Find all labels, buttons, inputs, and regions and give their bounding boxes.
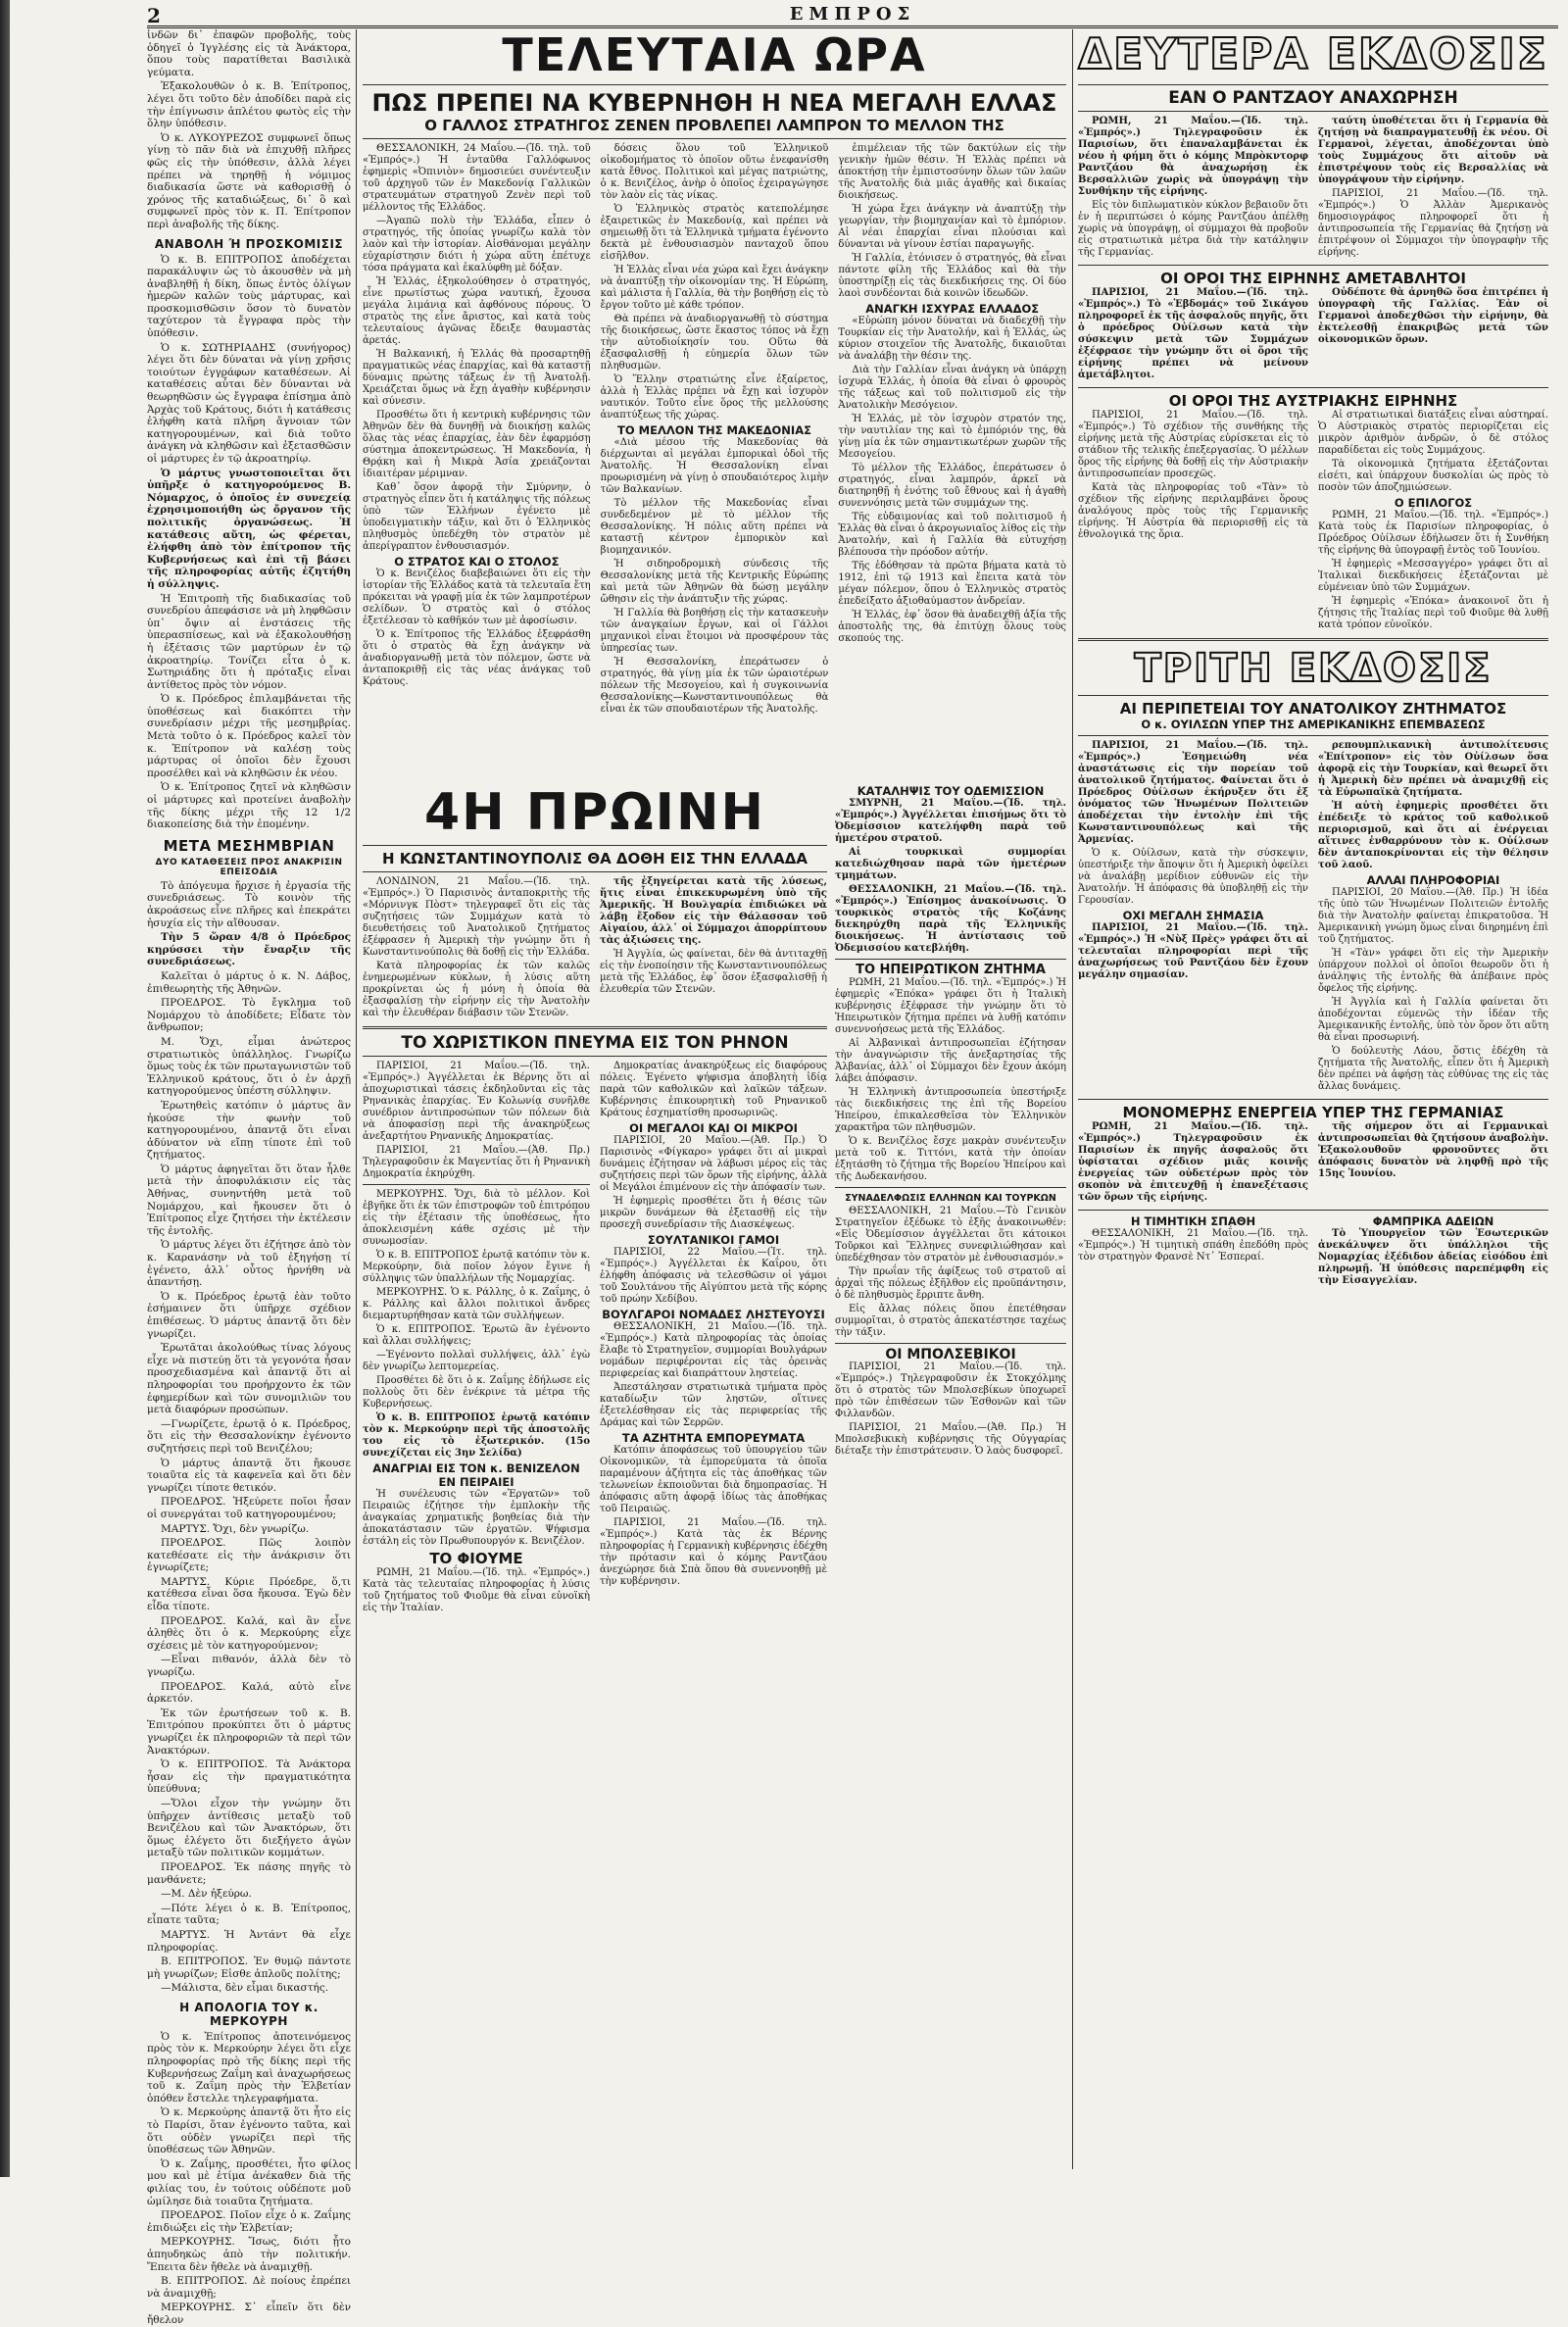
paragraph: —Μάλιστα, δὲν εἶμαι δικαστής. (161, 1982, 329, 1995)
paragraph: Ἡ αὐτὴ ἐφημερὶς προσθέτει ὅτι ἐπέδειξε τὸ κράτος τοῦ καθολικοῦ περιορισμοῦ, καὶ ὅτι αἱ ἐνέργειαι αἵτινες ἐνθαρρύνουν τὸν κ. Οὐίλσων δὲν ἀνταποκρίνονται εἰς τὴν θέλησιν τοῦ λαοῦ. (1318, 801, 1548, 870)
story-headline: Η ΚΩΝΣΤΑΝΤΙΝΟΥΠΟΛΙΣ ΘΑ ΔΟΘΗ ΕΙΣ ΤΗΝ ΕΛΛΑΔΑ (382, 850, 808, 867)
section-heading: ΣΥΝΑΔΕΛΦΩΣΙΣ ΕΛΛΗΝΩΝ ΚΑΙ ΤΟΥΡΚΩΝ (845, 1193, 1056, 1204)
paragraph: Προσθέτω ὅτι ἡ κεντρικὴ κυβέρνησις τῶν Ἀθηνῶν δὲν θὰ δυνηθῇ νὰ διοικήσῃ καλῶς ὅλας τὰς νέας ἐπαρχίας, ἐὰν δὲν ἐφαρμόσῃ σύστημα ἀποκεντρώσεως. Ἡ Μακεδονία, ἡ Θρᾴκη καὶ ἡ Μικρὰ Ἀσία χρειάζονται ἰδιαιτέραν μέριμναν. (363, 410, 591, 479)
section-heading: ΤΟ ΜΕΛΛΟΝ ΤΗΣ ΜΑΚΕΔΟΝΙΑΣ (617, 423, 811, 437)
paragraph: Ἡ ἐφημερὶς προσθέτει ὅτι ἡ θέσις τῶν μικρῶν δυνάμεων θὰ ἐξετασθῇ εἰς τὴν προσεχῆ συνεδρίασιν τῆς Διασκέψεως. (600, 1196, 827, 1230)
paragraph: ΜΑΡΤΥΣ. Ἡ Ἀντάντ θὰ εἶχε πληροφορίας. (147, 1928, 351, 1954)
section-heading: ΑΝΑΒΟΛΗ Ή ΠΡΟΣΚΟΜΙΣΙΣ (154, 236, 344, 251)
paragraph: ΠΑΡΙΣΙΟΙ, 21 Μαΐου.—(Ἰδ. τηλ. «Ἐμπρός».) Ἡ «Νὺξ Πρὲς» γράφει ὅτι αἱ τελευταῖαι πληροφορίαι περὶ τῆς ἀναχωρήσεως τοῦ Ραντζάου δὲν ἔχουν μεγάλην σημασίαν. (1078, 922, 1308, 980)
paragraph: Ὁ Ἑλληνικὸς στρατὸς κατεπολέμησε ἐξαιρετικῶς ἐν Μακεδονίᾳ, καὶ πρέπει νὰ σημειωθῇ ὅτι τὰ Ἑλληνικὰ τμήματα ἐγένοντο δεκτὰ μὲ ἐνθουσιασμὸν πανταχοῦ ὅπου εἰσῆλθον. (600, 204, 829, 262)
paragraph: —Ἐγένοντο πολλαὶ συλλήψεις, ἀλλ᾿ ἐγὼ δὲν γνωρίζω λεπτομερείας. (363, 1350, 590, 1372)
paragraph: ΠΑΡΙΣΙΟΙ, 21 Μαΐου.—(Ἰδ. τηλ. «Ἐμπρός».) Τὸ «Ἑβδομάς» τοῦ Σικάγου πληροφορεῖ ἐκ τῆς ἀσφαλοῦς πηγῆς, ὅτι ὁ πρόεδρος Οὐίλσων κατὰ τὴν σύσκεψιν μετὰ τῶν Συμμάχων ἐξέφρασε τὴν γνώμην ὅτι οἱ ὅροι τῆς εἰρήνης πρέπει νὰ μείνουν ἀμετάβλητοι. (1078, 287, 1308, 380)
paragraph: ἰνδῶν δι᾿ ἐπαφῶν προβολῆς, τοὺς ὁδηγεῖ ὁ Ἰγγλέσης εἰς τὰ Ἀνάκτορα, ὅπου τοὺς παρατίθεται Βασιλικὰ γεύματα. (147, 29, 351, 78)
paragraph: ΠΡΟΕΔΡΟΣ. Καλά, αὐτὸ εἶνε ἀρκετόν. (147, 1680, 351, 1706)
column-rule (356, 29, 357, 2169)
paragraph: ΠΑΡΙΣΙΟΙ, 21 Μαΐου.—(Ἀθ. Πρ.) Τηλεγραφοῦσιν ἐκ Μαγεντίας ὅτι ἡ Ρηνανικὴ Δημοκρατία ἐκηρύχθη. (363, 1145, 590, 1179)
section-heading: ΑΛΛΑΙ ΠΛΗΡΟΦΟΡΙΑΙ (1366, 873, 1500, 887)
paragraph: Ἡ Ἑλληνικὴ ἀντιπροσωπεία ὑπεστήριξε τὰς διεκδικήσεις της ἐπὶ τῆς Βορείου Ἠπείρου, ἐπικαλεσθεῖσα τὸν Ἑλληνικὸν χαρακτῆρα τῶν πληθυσμῶν. (835, 1087, 1066, 1133)
paragraph: ΠΑΡΙΣΙΟΙ, 21 Μαΐου.—(Ἰδ. τηλ. «Ἐμπρός».) Κατὰ τὰς ἐκ Βέρνης πληροφορίας ἡ Γερμανικὴ κυβέρνησις ἐδέχθη τὴν πρότασιν καὶ ὁ κόμης Ραντζάου ἀνεχώρησε διὰ Σπὰ ὅπου θὰ συνεννοηθῇ μὲ τὴν κυβέρνησιν. (600, 1517, 827, 1587)
section-heading: ΤΟ ΗΠΕΙΡΩΤΙΚΟΝ ΖΗΤΗΜΑ (856, 963, 1046, 977)
paragraph: Ἡ Ἑλλὰς εἶναι νέα χώρα καὶ ἔχει ἀνάγκην νὰ ἀναπτύξῃ τὴν οἰκονομίαν της. Ἡ Εὐρώπη, καὶ μάλιστα ἡ Γαλλία, θὰ τὴν βοηθήσῃ εἰς τὸ ἔργον τοῦτο μὲ κάθε τρόπον. (600, 265, 829, 311)
paragraph: Ἡ συνέλευσις τῶν «Ἐργατῶν» τοῦ Πειραιῶς ἐζήτησε τὴν ἐμπλοκὴν τῆς ἀναγκαίας χρηματικῆς βοηθείας διὰ τὴν ἀποκατάστασιν τῶν ἐργατῶν. Ψήφισμα ἐστάλη εἰς τὸν Πρωθυπουργόν κ. Βενιζέλον. (363, 1489, 590, 1547)
paragraph: Ὁ κ. ΣΩΤΗΡΙΑΔΗΣ (συνήγορος) λέγει ὅτι δὲν δύναται νὰ γίνῃ χρῆσις τοιούτων ἐγγράφων καταθέσεων. Αἱ καταθέσεις αὗται δὲν δύνανται νὰ θεωρηθῶσιν ὡς ἔγγραφα ἐπίσημα ἀπὸ Ἀρχὰς τοῦ Κράτους, διότι ἡ κατάθεσις ἐλήφθη κατὰ πλῆρη ἄγνοιαν τῶν κατηγορουμένων, καὶ διὰ τοῦτο ἀνάγκη νὰ κληθῶσιν καὶ ἐξετασθῶσιν οἱ μάρτυρες ἐν τῷ ἀκροατηρίῳ. (147, 341, 351, 465)
center-lower (363, 784, 827, 2169)
paragraph: ΠΡΟΕΔΡΟΣ. Ἐκ πάσης πηγῆς τὸ μανθάνετε; (147, 1860, 351, 1886)
paragraph: Ὁ κ. Βενιζέλος διαβεβαιώνει ὅτι εἰς τὴν ἱστορίαν τῆς Ἑλλάδος κατὰ τὰ τελευταῖα ἔτη πρόκειται νὰ γραφῇ μία ἐκ τῶν λαμπροτέρων σελίδων. Ὁ στρατὸς καὶ ὁ στόλος ἐξετέλεσαν τὸ καθῆκόν των μὲ ἀφοσίωσιν. (363, 569, 591, 626)
paragraph: ΡΩΜΗ, 21 Μαΐου.—(Ἰδ. τηλ. «Ἐμπρός».) Κατὰ τοὺς ἐκ Παρισίων πληροφορίας, ὁ Πρόεδρος Οὐίλσων ἐδήλωσεν ὅτι ἡ Συνθήκη τῆς εἰρήνης θὰ ὑπογραφῇ ἐντὸς τοῦ Ἰουνίου. (1318, 510, 1548, 556)
paragraph: Ἐρωτηθεὶς κατόπιν ὁ μάρτυς ἂν ἠκούσε τὴν φωνὴν τοῦ κατηγορουμένου, ἀπαντᾷ ὅτι εἶναι ἀδύνατον νὰ εἴπῃ τίποτε ἐπὶ τοῦ ζητήματος. (147, 1099, 351, 1162)
section-heading: ΤΟ ΦΙΟΥΜΕ (429, 1550, 523, 1567)
paragraph: Ὁ κ. Μερκούρης ἀπαντᾷ ὅτι ἦτο εἰς τὸ Παρίσι, ὅταν ἐγένοντο ταῦτα, καὶ ὅτι οὐδὲν γνωρίζει περὶ τῆς ὑποθέσεως τῶν Ἀθηνῶν. (147, 2106, 351, 2156)
banner-headline: ΤΡΙΤΗ ΕΚΔΟΣΙΣ (1134, 646, 1493, 691)
paragraph: Ἡ Ἀγγλία καὶ ἡ Γαλλία φαίνεται ὅτι ἀποδέχονται εὐμενῶς τὴν ἰδέαν τῆς Ἀμερικανικῆς ἐντολῆς, ὑπὸ τὸν ὅρον ὅτι αὕτη θὰ εἶναι προσωρινή. (1318, 997, 1548, 1043)
paragraph: ΡΩΜΗ, 21 Μαΐου.—(Ἰδ. τηλ. «Ἐμπρός».) Κατὰ τὰς τελευταίας πληροφορίας ἡ λύσις τοῦ ζητήματος τοῦ Φιοῦμε θὰ εἶναι εὐνοϊκὴ εἰς τὴν Ἰταλίαν. (363, 1567, 590, 1613)
paragraph: Αἱ στρατιωτικαὶ διατάξεις εἶναι αὐστηραί. Ὁ Αὐστριακὸς στρατὸς περιορίζεται εἰς μικρὸν ἀριθμὸν ἀνδρῶν, ὁ δὲ στόλος παραδίδεται εἰς τοὺς Συμμάχους. (1318, 410, 1548, 456)
section-heading: ΑΝΑΓΡΙΑΙ ΕΙΣ ΤΟΝ κ. ΒΕΝΙΖΕΛΟΝ ΕΝ ΠΕΙΡΑΙΕΙ (372, 1461, 580, 1489)
paragraph: Τὴν πρωΐαν τῆς ἀφίξεως τοῦ στρατοῦ αἱ ἀρχαὶ τῆς πόλεως ἐξῆλθον εἰς προϋπάντησιν, ὁ δὲ πληθυσμὸς ἔρριπτε ἄνθη. (835, 1266, 1066, 1301)
story-headline: ΕΑΝ Ο ΡΑΝΤΖΑΟΥ ΑΝΑΧΩΡΗΣΗ (1168, 88, 1458, 108)
paragraph: Ἐρωτᾶται ἀκολούθως τίνας λόγους εἶχε νὰ πιστεύῃ ὅτι τὰ γεγονότα ἦσαν προσχεδιασμένα καὶ ἀπαντᾷ ὅτι αἱ πληροφορίαι του προήρχοντο ἐκ τῶν ἐφημερίδων καὶ τῶν συνομιλιῶν του μετὰ διαφόρων προσώπων. (147, 1342, 351, 1416)
paragraph: ΜΑΡΤΥΣ. Ὄχι, δὲν γνωρίζω. (161, 1522, 310, 1535)
column-editions (1078, 29, 1548, 2169)
paragraph: Τὸ μέλλον τῆς Ἑλλάδος, ἐπεράτωσεν ὁ στρατηγός, εἶναι λαμπρόν, ἀρκεῖ νὰ διατηρηθῇ ἡ ἑνότης τοῦ ἔθνους καὶ ἡ ἀγαθὴ συνεννόησις μετὰ τῶν συμμάχων της. (838, 463, 1067, 509)
section-heading: Η ΤΙΜΗΤΙΚΗ ΣΠΑΘΗ (1130, 1214, 1256, 1228)
paragraph: ΠΡΟΕΔΡΟΣ. Τὸ ἔγκλημα τοῦ Νομάρχου τὸ ἀποδίδετε; Εἶδατε τὸν ἄνθρωπον; (147, 997, 351, 1034)
column-court-report (147, 29, 351, 2326)
banner-headline: 4Η ΠΡΩΙΝΗ (423, 783, 766, 842)
paragraph: —Ὅλοι εἶχον τὴν γνώμην ὅτι ὑπῆρχεν ἀντίθεσις μεταξὺ τοῦ Βενιζέλου καὶ τῶν Ἀνακτόρων, ὅτι ὅμως ἐλέγετο ὅτι διεξήγετο ἀγὼν μεταξὺ τῶν πολιτικῶν κομμάτων. (147, 1797, 351, 1859)
paragraph: ΠΡΟΕΔΡΟΣ. Ποῖον εἶχε ὁ κ. Ζαΐμης ἐπιδιώξει εἰς τὴν Ἑλβετίαν; (147, 2209, 351, 2234)
paragraph: Ἡ Ἑλλάς, ἐξηκολούθησεν ὁ στρατηγός, εἶνε πρωτίστως χώρα ναυτική, ἔχουσα μεγάλα λιμάνια καὶ ἀφθόνους πόρους. Ὁ στρατὸς της εἶνε ἄριστος, καὶ κατὰ τοὺς τελευταίους ἀγῶνας ἔδειξε θαυμαστὰς ἀρετάς. (363, 276, 591, 346)
paragraph: Αἱ Ἀλβανικαὶ ἀντιπροσωπεῖαι ἐζήτησαν τὴν ἀναγνώρισιν τῆς ἀνεξαρτησίας τῆς Ἀλβανίας, ἀλλ᾿ οἱ Σύμμαχοι δὲν ἔχουν ἀκόμη λάβει ἀπόφασιν. (835, 1038, 1066, 1084)
story-headline: ΟΙ ΟΡΟΙ ΤΗΣ ΑΥΣΤΡΙΑΚΗΣ ΕΙΡΗΝΗΣ (1168, 392, 1458, 410)
paragraph: Ὁ κ. Οὐίλσων, κατὰ τὴν σύσκεψιν, ὑπεστήριξε τὴν ἄποψιν ὅτι ἡ Ἀμερικὴ ὀφείλει νὰ ἀναλάβῃ μερίδιον εὐθυνῶν εἰς τὴν Ἀνατολήν. Ἡ ἀπόφασις θὰ ὑποβληθῇ εἰς τὴν Γερουσίαν. (1078, 848, 1308, 906)
paragraph: —Εἶναι πιθανόν, ἀλλὰ δὲν τὸ γνωρίζω. (147, 1654, 351, 1679)
banner-headline: ΔΕΥΤΕΡΑ ΕΚΔΟΣΙΣ (1078, 29, 1548, 79)
paragraph: Ὁ κ. Ἐπίτροπος τῆς Ἑλλάδος ἐξεφράσθη ὅτι ὁ στρατὸς θὰ ἔχῃ ἀνάγκην νὰ ἀναδιοργανωθῇ μετὰ τὸν πόλεμον, ὥστε νὰ ἀνταποκριθῇ εἰς τὰς νέας ἀνάγκας τοῦ Κράτους. (363, 629, 591, 687)
paragraph: ΡΩΜΗ, 21 Μαΐου.—(Ἰδ. τηλ. «Ἐμπρός».) Τηλεγραφοῦσιν ἐκ Παρισίων, ὅτι ἐπαναλαμβάνεται ἐκ νέου ἡ φήμη ὅτι ὁ κόμης Μπρὸκντορφ Ραντζάου θὰ ἀναχωρήσῃ ἐκ Βερσαλλιῶν χωρὶς νὰ ὑπογράψῃ τὴν Συνθήκην τῆς εἰρήνης. (1078, 116, 1308, 197)
lead-column-3 (838, 143, 1066, 718)
section-subheading: ΔΥΟ ΚΑΤΑΘΕΣΕΙΣ ΠΡΟΣ ΑΝΑΚΡΙΣΙΝ ΕΠΕΙΣΟΔΙΑ (155, 857, 343, 877)
paragraph: Ἡ «Τὰν» γράφει ὅτι εἰς τὴν Ἀμερικὴν ὑπάρχουν πολλοὶ οἱ ὁποῖοι θεωροῦν ὅτι ἡ ἀνάληψις τῆς ἐντολῆς θὰ ἀπέβαινε πρὸς ὄφελος τῆς εἰρήνης. (1318, 948, 1548, 994)
paragraph: Ὁ κ. ΛΥΚΟΥΡΕΖΟΣ συμφωνεῖ ὅπως γίνῃ τὸ πᾶν διὰ νὰ ἐπιχυθῇ πλῆρες φῶς εἰς τὴν ὑπόθεσιν, ἀλλὰ λέγει πρέπει νὰ τηρηθῇ ἡ νόμιμος διαδικασία ὥστε νὰ καθορισθῇ ὁ χρόνος τῆς καταδιώξεως, δι᾿ ὃ καὶ συμφωνεῖ πρὸς τὸν κ. Π. Ἐπίτροπον περὶ ἀναβολῆς τῆς δίκης. (147, 131, 351, 230)
paragraph: ΜΑΡΤΥΣ. Κύριε Πρόεδρε, ὅ,τι κατέθεσα εἶναι ὅσα ἤκουσα. Ἐγὼ δὲν εἶδα τίποτε. (147, 1575, 351, 1613)
paragraph: Κατόπιν ἀποφάσεως τοῦ ὑπουργείου τῶν Οἰκονομικῶν, τὰ ἐμπορεύματα τὰ ὁποῖα παραμένουν ἀζήτητα εἰς τὰς ἀποθήκας τῶν τελωνείων ἐκποιοῦνται διὰ δημοπρασίας. Ἡ ἀπόφασις αὕτη ἀφορᾷ ἰδίως τὰς ἀποθήκας τοῦ Πειραιῶς. (600, 1445, 827, 1514)
section-heading: ΦΑΜΠΡΙΚΑ ΑΔΕΙΩΝ (1372, 1214, 1494, 1228)
paragraph: Ἡ Γαλλία, ἐτόνισεν ὁ στρατηγός, θὰ εἶναι πάντοτε φίλη τῆς Ἑλλάδος καὶ θὰ τὴν ὑποστηρίξῃ εἰς τὰς διεκδικήσεις της. Οἱ δύο λαοὶ συνδέονται διὰ κοινῶν ἰδεωδῶν. (838, 253, 1067, 299)
paragraph: ΠΑΡΙΣΙΟΙ, 21 Μαΐου.—(Ἰδ. τηλ. «Ἐμπρός».) Ὁ Ἀλλὰν Ἀμερικανὸς δημοσιογράφος πληροφορεῖ ὅτι ἡ ἀντιπροσωπεία τῆς Γερμανίας θὰ ζητήσῃ νὰ ἐπιτρέψουν οἱ Σύμμαχοι τὴν ὑπογραφὴν τῆς εἰρήνης. (1318, 188, 1548, 258)
lead-subheadline: Ο ΓΑΛΛΟΣ ΣΤΡΑΤΗΓΟΣ ΖΕΝΕΝ ΠΡΟΒΛΕΠΕΙ ΛΑΜΠΡΟΝ ΤΟ ΜΕΛΛΟΝ ΤΗΣ (424, 117, 1004, 134)
paper-name: ΕΜΠΡΟΣ (789, 4, 916, 25)
paragraph: Ὁ κ. ΕΠΙΤΡΟΠΟΣ. Ἐρωτῶ ἂν ἐγένοντο καὶ ἄλλαι συλλήψεις; (363, 1324, 590, 1347)
paragraph: τῆς ἐξηγείρεται κατὰ τῆς λύσεως, ἥτις εἶναι ἐπικεκυρωμένη ὑπὸ τῆς Ἀμερικῆς. Ἡ Βουλγαρία ἐπιδιώκει νὰ λάβῃ ἔξοδον εἰς τὴν Θάλασσαν τοῦ Αἰγαίου, ἀλλ᾿ οἱ Σύμμαχοι ἀπορρίπτουν τὰς ἀξιώσεις της. (600, 876, 827, 946)
paragraph: Κατὰ πληροφορίας ἐκ τῶν καλῶς ἐνημερωμένων κύκλων, ἡ λύσις αὕτη προκρίνεται ὡς ἡ μόνη ἡ ὁποία θὰ ἐξασφαλίσῃ τὴν εἰρήνην εἰς τὴν Ἀνατολὴν καὶ τὴν ἐλευθέραν διάβασιν τῶν Στενῶν. (363, 961, 590, 1018)
section-heading: ΟΙ ΜΕΓΑΛΟΙ ΚΑΙ ΟΙ ΜΙΚΡΟΙ (629, 1121, 798, 1135)
paragraph: Τὰ οἰκονομικὰ ζητήματα ἐξετάζονται εἰσέτι, καὶ ὑπάρχουν δυσκολίαι ὡς πρὸς τὸ ποσὸν τῶν ἀποζημιώσεων. (1318, 459, 1548, 493)
paragraph: ΠΡΟΕΔΡΟΣ. Πῶς λοιπὸν κατεθέσατε εἰς τὴν ἀνάκρισιν ὅτι ἐγνωρίζετε; (147, 1537, 351, 1574)
paragraph: ΘΕΣΣΑΛΟΝΙΚΗ, 21 Μαΐου.—Τὸ Γενικὸν Στρατηγεῖον ἐξέδωκε τὸ ἑξῆς ἀνακοινωθέν: «Εἰς Ὀδεμίσσιον ἀγγέλλεται ὅτι κάτοικοι Τοῦρκοι καὶ Ἕλληνες συνεφιλιώθησαν καὶ ὑπεδέχθησαν τὸν στρατὸν μὲ ἐνθουσιασμόν.» (835, 1206, 1066, 1263)
paragraph: Τῆς εὐδαιμονίας καὶ τοῦ πολιτισμοῦ ἡ Ἑλλὰς θὰ εἶναι ὁ ἀκρογωνιαῖος λίθος εἰς τὴν Ἀνατολήν, καὶ ἡ Γαλλία θὰ εὐτυχήσῃ βλέπουσα τὴν πρόοδον αὐτήν. (838, 512, 1067, 558)
story-headline: ΑΙ ΠΕΡΙΠΕΤΕΙΑΙ ΤΟΥ ΑΝΑΤΟΛΙΚΟΥ ΖΗΤΗΜΑΤΟΣ (1119, 700, 1507, 718)
section-heading: ΚΑΤΑΛΗΨΙΣ ΤΟΥ ΟΔΕΜΙΣΣΙΟΝ (857, 784, 1045, 798)
paragraph: Ἡ Ἀγγλία, ὡς φαίνεται, δὲν θὰ ἀντιταχθῇ εἰς τὴν ἑνοποίησιν τῆς Κωνσταντινουπόλεως μετὰ τῆς Ἑλλάδος, ἐφ᾿ ὅσον ἐξασφαλισθῇ ἡ ἐλευθερία τῶν Στενῶν. (600, 949, 827, 995)
paragraph: ἐπιμέλειαν τῆς τῶν δακτύλων εἰς τὴν γενικὴν ἡμῶν θέσιν. Ἡ Ἑλλὰς πρέπει νὰ ἀποκτήσῃ τὴν ἐμπιστοσύνην ὅλων τῶν λαῶν τῆς Ἀνατολῆς διὰ μιᾶς ἀγαθῆς καὶ δικαίας διοικήσεως. (838, 143, 1067, 201)
section-heading: ΒΟΥΛΓΑΡΟΙ ΝΟΜΑΔΕΣ ΛΗΣΤΕΥΟΥΣΙ (602, 1308, 825, 1321)
paragraph: Ὁ κ. Ἐπίτροπος ζητεῖ νὰ κληθῶσιν οἱ μάρτυρες καὶ προτείνει ἀναβολὴν τῆς δίκης μέχρι τῆς 12 1/2 διακοπείσης διὰ τὴν ἐπομένην. (147, 781, 351, 831)
paragraph: ΠΡΟΕΔΡΟΣ. Καλά, καὶ ἂν εἶνε ἀληθὲς ὅτι ὁ κ. Μερκούρης εἶχε σχέσεις μὲ τὸν κατηγορούμενον; (147, 1614, 351, 1652)
paragraph: Ὁ μάρτυς λέγει ὅτι ἐζήτησε ἀπὸ τὸν κ. Καρανάσην νὰ τοῦ ἐξηγήσῃ τί ἐγένετο, ἀλλ᾿ οὗτος ἠρνήθη νὰ ἀπαντήσῃ. (147, 1239, 351, 1289)
paragraph: Ἡ Ἑλλάς, ἐφ᾿ ὅσον θὰ ἀναδειχθῇ ἀξία τῆς ἀποστολῆς της, θὰ ἐπιτύχῃ ὅλους τοὺς σκοπούς της. (838, 610, 1067, 644)
lead-headline: ΠΩΣ ΠΡΕΠΕΙ ΝΑ ΚΥΒΕΡΝΗΘΗ Η ΝΕΑ ΜΕΓΑΛΗ ΕΛΛΑΣ (371, 89, 1057, 117)
paragraph: ρεπουμπλικανικὴ ἀντιπολίτευσις «Ἐπίτροπον» εἰς τὸν Οὐίλσων ὅσα ἀφορᾷ εἰς τὴν Τουρκίαν, καὶ θεωρεῖ ὅτι ἡ Ἀμερικὴ δὲν πρέπει νὰ ἀναμιχθῇ εἰς τὰ Εὐρωπαϊκὰ ζητήματα. (1318, 740, 1548, 798)
paragraph: Ἡ χώρα ἔχει ἀνάγκην νὰ ἀναπτύξῃ τὴν γεωργίαν, τὴν βιομηχανίαν καὶ τὸ ἐμπόριον. Αἱ νέαι ἐπαρχίαι εἶναι πλούσιαι καὶ δύνανται νὰ γίνουν ἑστίαι παραγωγῆς. (838, 204, 1067, 250)
section-heading: ΟΧΙ ΜΕΓΑΛΗ ΣΗΜΑΣΙΑ (1122, 909, 1264, 922)
page-number: 2 (147, 4, 161, 27)
paragraph: Τῆς ἐδόθησαν τὰ πρῶτα βήματα κατὰ τὸ 1912, ἐπὶ τῷ 1913 καὶ ἔπειτα κατὰ τὸν μέγαν πόλεμον, ὅπου ὁ Ἑλληνικὸς στρατὸς ἐπεδείξατο ἀξιοθαύμαστον ἀνδρείαν. (838, 561, 1067, 607)
paragraph: Ὁ κ. Πρόεδρος ἐπιλαμβάνεται τῆς ὑποθέσεως καὶ διακόπτει τὴν συνεδρίασιν μέχρι τῆς μεσημβρίας. Μετὰ τοῦτο ὁ κ. Πρόεδρος καλεῖ τὸν κ. Ἐπίτροπον νὰ καλέσῃ τοὺς μάρτυρας οἱ ὁποῖοι δὲν ἔχουσι προσέλθει καὶ νὰ κληθῶσιν ἐκ νέου. (147, 693, 351, 779)
paragraph: Καλεῖται ὁ μάρτυς ὁ κ. Ν. Δάβος, ἐπιθεωρητὴς τῆς Ἀθηνῶν. (147, 969, 351, 995)
paragraph: Τὴν 5 ὥραν 4/8 ὁ Πρόεδρος κηρύσσει τὴν ἔναρξιν τῆς συνεδριάσεως. (147, 931, 351, 968)
paragraph: ΡΩΜΗ, 21 Μαΐου.—(Ἰδ. τηλ. «Ἐμπρός».) Τηλεγραφοῦσιν ἐκ Παρισίων ἐκ πηγῆς ἀσφαλοῦς ὅτι ὑφίσταται σχέδιον μιᾶς κοινῆς ἐνεργείας τῶν οὐδετέρων πρὸς τὸν σκοπὸν νὰ ἐπιτευχθῇ ἡ ἐπανεξέτασις τῶν ὅρων τῆς εἰρήνης. (1078, 1121, 1308, 1203)
paragraph: Ἡ ἐφημερὶς «Ἐπόκα» ἀνακοινοῖ ὅτι ἡ ζήτησις τῆς Ἰταλίας περὶ τοῦ Φιοῦμε θὰ λυθῇ κατὰ τρόπον εὐνοϊκόν. (1318, 596, 1548, 630)
paragraph: ΜΕΡΚΟΥΡΗΣ. Ἴσως, διότι ᾖτο ἀπηυδηκὼς ἀπὸ τὴν πολιτικήν. Ἔπειτα δὲν ἤθελε νὰ ἀναμιχθῇ. (147, 2236, 351, 2273)
section-heading: ΑΝΑΓΚΗ ΙΣΧΥΡΑΣ ΕΛΛΑΔΟΣ (865, 302, 1040, 316)
paragraph: —Ἀγαπῶ πολὺ τὴν Ἑλλάδα, εἶπεν ὁ στρατηγός, τῆς ὁποίας γνωρίζω καλὰ τὸν λαὸν καὶ τὴν ἱστορίαν. Αἰσθάνομαι μεγάλην εὐχαρίστησιν διότι ἡ χώρα αὕτη ἐπέτυχε τόσα πράγματα καὶ ἐκαλύφθη μὲ δόξαν. (363, 216, 591, 273)
paragraph: ταύτη ὑποθέτεται ὅτι ἡ Γερμανία θὰ ζητήσῃ νὰ διαπραγματευθῇ ἐκ νέου. Οἱ Γερμανοὶ, λέγεται, ἀποδέχονται ὑπὸ τοὺς Συμμάχους ὅτι αἰτοῦν νὰ ἐπιστρέψουν τοὺς εἰς Βερσαλλίας νὰ ὑπογράψουν τὴν εἰρήνην. (1318, 116, 1548, 185)
paragraph: ΘΕΣΣΑΛΟΝΙΚΗ, 21 Μαΐου.—(Ἰδ. τηλ. «Ἐμπρός».) Κατὰ πληροφορίας τὰς ὁποίας ἔλαβε τὸ Στρατηγεῖον, συμμορίαι Βουλγάρων νομάδων περιφέρονται εἰς τὰς ὀρεινὰς περιφερείας καὶ διαπράττουν ληστείας. (600, 1321, 827, 1379)
paragraph: ΘΕΣΣΑΛΟΝΙΚΗ, 21 Μαΐου.—(Ἰδ. τηλ. «Ἐμπρός».) Ἡ τιμητικὴ σπάθη ἐπεδόθη πρὸς τὸν στρατηγὸν Φρανσὲ Ντ᾿ Ἐσπεραί. (1078, 1228, 1308, 1263)
paragraph: Τὸ Ὑπουργεῖον τῶν Ἐσωτερικῶν ἀνεκάλυψεν ὅτι ὑπάλληλοι τῆς Νομαρχίας ἐξέδιδον ἀδείας εἰσόδου ἐπὶ πληρωμῇ. Ἡ ὑπόθεσις παρεπέμφθη εἰς τὴν Εἰσαγγελίαν. (1318, 1228, 1548, 1286)
paragraph: Διὰ τὴν Γαλλίαν εἶναι ἀνάγκη νὰ ὑπάρχῃ ἰσχυρὰ Ἑλλάς, ἡ ὁποία θὰ εἶναι ὁ φρουρὸς τῆς τάξεως καὶ τοῦ πολιτισμοῦ εἰς τὴν Ἀνατολικὴν Μεσόγειον. (838, 365, 1067, 411)
banner-headline: ΤΕΛΕΥΤΑΙΑ ΩΡΑ (502, 28, 927, 81)
paragraph: Ὁ κ. Β. ΕΠΙΤΡΟΠΟΣ ἀποδέχεται παρακάλυψιν ὡς τὸ ἀκουσθὲν νὰ μὴ ἀναβληθῇ ἡ δίκη, ὅπως ἐντὸς ὀλίγων ἡμερῶν καλῶν τοὺς μάρτυρας, καὶ προσκομισθῶσιν ὅσον τὸ δυνατὸν ταχύτερον τὰ ἔγγραφα πρὸς τὴν ὑπόθεσιν. (147, 253, 351, 340)
paragraph: Εἰς ἄλλας πόλεις ὅπου ἐπετέθησαν συμμορῖται, ὁ στρατὸς ἀπεκατέστησε ταχέως τὴν τάξιν. (835, 1304, 1066, 1338)
paragraph: Ὁ μάρτυς ἀπαντᾷ ὅτι ἤκουσε τοιαῦτα εἰς τὰ καφενεῖα καὶ ὅτι δὲν γνωρίζει τίποτε θετικόν. (147, 1457, 351, 1494)
paragraph: ΛΟΝΔΙΝΟΝ, 21 Μαΐου.—(Ἰδ. τηλ. «Ἐμπρός».) Ὁ Παρισινὸς ἀνταποκριτὴς τῆς «Μόρνινγκ Πὸστ» τηλεγραφεῖ ὅτι εἰς τὰς συζητήσεις τῶν Συμμάχων κατὰ τὸ διευθετήσεις τοῦ Ἀνατολικοῦ ζητήματος ἐξέφρασεν ἡ Ἀμερικὴ τὴν γνώμην ὅτι ἡ Κωνσταντινούπολις θὰ δοθῇ εἰς τὴν Ἑλλάδα. (363, 876, 590, 958)
paragraph: Προσθέτει δὲ ὅτι ὁ κ. Ζαΐμης ἐδήλωσε εἰς πολλοὺς ὅτι δὲν ἐνέκρινε τὰ μέτρα τῆς Κυβερνήσεως. (363, 1375, 590, 1410)
section-heading: ΣΟΥΛΤΑΝΙΚΟΙ ΓΑΜΟΙ (647, 1233, 780, 1247)
story-headline: ΤΟ ΧΩΡΙΣΤΙΚΟΝ ΠΝΕΥΜΑ ΕΙΣ ΤΟΝ ΡΗΝΟΝ (401, 1033, 789, 1053)
paragraph: Ὁ κ. Πρόεδρος ἐρωτᾷ ἐὰν τοῦτο ἐσήμαινεν ὅτι ὑπῆρχε σχέδιον ἐπιθέσεως. Ὁ μάρτυς ἀπαντᾷ ὅτι δὲν γνωρίζει. (147, 1290, 351, 1340)
paragraph: Ἡ ἐφημερὶς «Μεσσαγγέρο» γράφει ὅτι αἱ Ἰταλικαὶ διεκδικήσεις ἐξετάζονται μὲ εὐμένειαν ὑπὸ τῶν Συμμάχων. (1318, 559, 1548, 593)
paragraph: Β. ΕΠΙΤΡΟΠΟΣ. Ἐν θυμῷ πάντοτε μὴ γνωρίζων; Εἰσθε ἁπλοῦς πολίτης; (147, 1956, 351, 1980)
paragraph: Εἰς τὸν διπλωματικὸν κύκλον βεβαιοῦν ὅτι ἐν ἡ περιπτώσει ὁ κόμης Ραντζάου ἀπέλθῃ χωρὶς νὰ ὑπογράψῃ, οἱ σύμμαχοι θὰ προβοῦν εἰς στρατιωτικὰ μέτρα διὰ τὴν κατάληψιν τῆς Γερμανίας. (1078, 200, 1308, 258)
paragraph: ΠΑΡΙΣΙΟΙ, 20 Μαΐου.—(Ἀθ. Πρ.) Ὁ Παρισινὸς «Φίγκαρο» γράφει ὅτι αἱ μικραὶ δυνάμεις ἐζήτησαν νὰ λάβωσι μέρος εἰς τὰς συζητήσεις περὶ τῶν ὅρων τῆς εἰρήνης, ἀλλὰ οἱ Μεγάλοι ἐπιμένουν εἰς τὴν ἀπόφασίν των. (600, 1135, 827, 1193)
section-heading: ΤΑ ΑΖΗΤΗΤΑ ΕΜΠΟΡΕΥΜΑΤΑ (621, 1431, 806, 1445)
paragraph: ΜΕΡΚΟΥΡΗΣ. Ὄχι, διὰ τὸ μέλλον. Κοὶ ἐβγῆκε ὅτι ἐκ τῶν ἐπιστροφῶν τοῦ ἐπιτρόπου εἰς τὴν ἐξέτασιν τῆς ὑποθέσεως, ἦτο ἀποκλεισμένη κάθε σχέσις μὲ τὴν συνωμοσίαν. (363, 1189, 590, 1247)
paragraph: Ἡ Ἑλλάς, μὲ τὸν ἰσχυρὸν στρατόν της, τὴν ναυτιλίαν της καὶ τὸ ἐμπόριόν της, θὰ γίνῃ μία ἐκ τῶν σημαντικωτέρων χωρῶν τῆς Μεσογείου. (838, 414, 1067, 460)
paragraph: —Γνωρίζετε, ἐρωτᾷ ὁ κ. Πρόεδρος, ὅτι εἰς τὴν Θεσσαλονίκην ἐγένοντο συζητήσεις περὶ τοῦ Βενιζέλου; (147, 1417, 351, 1455)
paragraph: ΜΕΡΚΟΥΡΗΣ. Ὁ κ. Ράλλης, ὁ κ. Ζαΐμης, ὁ κ. Ράλλης καὶ ἄλλοι πολιτικοὶ ἄνδρες διεμαρτυρήθησαν κατὰ τῶν συλλήψεων. (363, 1287, 590, 1321)
paragraph: Καθ᾿ ὅσον ἀφορᾷ τὴν Σμύρνην, ὁ στρατηγὸς εἶπεν ὅτι ἡ κατάληψις τῆς πόλεως ὑπὸ τῶν Ἑλλήνων ἐγένετο μὲ ὑποδειγματικὴν τάξιν, καὶ ὅτι ὁ Ἑλληνικὸς πληθυσμὸς ὑπεδέχθη τὸν στρατὸν μὲ ἀπερίγραπτον ἐνθουσιασμόν. (363, 482, 591, 552)
paragraph: Ἡ Γαλλία θὰ βοηθήσῃ εἰς τὴν κατασκευὴν τῶν ἀναγκαίων ἔργων, καὶ οἱ Γάλλοι μηχανικοὶ εἶναι ἕτοιμοι νὰ προσφέρουν τὰς ὑπηρεσίας των. (600, 608, 829, 654)
paragraph: ΠΑΡΙΣΙΟΙ, 21 Μαΐου.—(Ἰδ. τηλ. «Ἐμπρός».) Τὸ σχέδιον τῆς συνθήκης τῆς εἰρήνης μετὰ τῆς Αὐστρίας εὑρίσκεται εἰς τὸ στάδιον τῆς τελικῆς ἐπεξεργασίας. Ὁ μέλλων ὅρος τῆς εἰρήνης θὰ δοθῇ εἰς τὴν Αὐστριακὴν ἀντιπροσωπείαν προσεχῶς. (1078, 410, 1308, 479)
paragraph: ΠΑΡΙΣΙΟΙ, 21 Μαΐου.—(Ἀθ. Πρ.) Ἡ Μπολσεβικικὴ κυβέρνησις τῆς Οὐγγαρίας διέταξε τὴν ἐπιστράτευσιν. Ὁ λαὸς δυσφορεῖ. (835, 1422, 1066, 1457)
paragraph: Ἡ Ἐπιτροπὴ τῆς διαδικασίας τοῦ συνεδρίου ἀπεφάσισε νὰ μὴ ληφθῶσιν ὑπ᾿ ὄψιν αἱ ἐνστάσεις τῆς ὑπερασπίσεως, καὶ νὰ ἐξακολουθήσῃ ἡ ἐξέτασις τῶν μαρτύρων ἐν τῷ ἀκροατηρίῳ. Τονίζει εἶτα ὁ κ. Σωτηριάδης ὅτι ἡ πρόταξις εἶναι ἀντίθετος πρὸς τὸν νόμον. (147, 592, 351, 691)
paragraph: Ὁ μάρτυς ἀφηγεῖται ὅτι ὅταν ἦλθε μετὰ τὴν ἀποφυλάκισιν εἰς τὰς Ἀθήνας, συνηντήθη μετὰ τοῦ Νομάρχου, καὶ ἤκουσεν ὅτι ὁ Ἐπίτροπος εἶχε ζητήσει τὴν ἐκτέλεσιν τῆς ἐντολῆς. (147, 1163, 351, 1237)
lead-story (363, 29, 1066, 774)
paragraph: Ὁ δούλευτὴς Λάου, ὅστις ἐδέχθη τὰ ζητήματα τῆς Ἀνατολῆς, εἶπεν ὅτι ἡ Ἀμερικὴ δὲν πρέπει νὰ ἀφήσῃ τὰς εὐθύνας της εἰς τὰς ἄλλας δυνάμεις. (1318, 1046, 1548, 1092)
section-heading: ΜΕΤΑ ΜΕΣΗΜΒΡΙΑΝ (163, 836, 335, 855)
paragraph: Τὸ μέλλον τῆς Μακεδονίας εἶναι συνδεδεμένον μὲ τὸ μέλλον τῆς Θεσσαλονίκης. Ἡ πόλις αὕτη πρέπει νὰ καταστῇ κέντρον ἐμπορικὸν καὶ βιομηχανικόν. (600, 498, 829, 556)
paragraph: τῆς σήμερον ὅτι αἱ Γερμανικαὶ ἀντιπροσωπεῖαι θὰ ζητήσουν ἀναβολὴν. Ἐξακολουθοῦν φρονοῦντες ὅτι ἀπόφασις δυνατὸν νὰ ληφθῇ πρὸ τῆς 15ης Ἰουνίου. (1318, 1121, 1548, 1179)
paragraph: Ὁ κ. Β. ΕΠΙΤΡΟΠΟΣ ἐρωτᾷ κατόπιν τὸν κ. Μερκούρην περὶ τῆς ἀποστολῆς του εἰς τὸ ἐξωτερικόν. (15ο συνεχίζεται εἰς 3ην Σελίδα) (363, 1412, 590, 1459)
column-news-briefs (835, 784, 1066, 2169)
section-heading: Ο ΕΠΙΛΟΓΟΣ (1394, 496, 1473, 510)
story-headline: ΟΙ ΟΡΟΙ ΤΗΣ ΕΙΡΗΝΗΣ ΑΜΕΤΑΒΛΗΤΟΙ (1160, 270, 1466, 287)
paragraph: ΘΕΣΣΑΛΟΝΙΚΗ, 21 Μαΐου.—(Ἰδ. τηλ. «Ἐμπρός».) Ἐπίσημος ἀνακοίνωσις. Ὁ τουρκικὸς στρατὸς τῆς Κοζάνης διεκηρύχθη παρὰ τῆς Ἑλληνικῆς διοικήσεως. Ἡ ἀντίστασις τοῦ Ὀδεμισσίου κατεβλήθη. (835, 884, 1066, 954)
paragraph: Μ. Ὄχι, εἶμαι ἀνώτερος στρατιωτικὸς ὑπάλληλος. Γνωρίζω ὅμως τοὺς ἐκ τῶν πρωταγωνιστῶν τοῦ Ἑλληνικοῦ κράτους, ὅτι ὁ ἐν ἀρχῇ κατηγορούμενος ὑπέστη σύλληψιν. (147, 1035, 351, 1098)
paragraph: ΘΕΣΣΑΛΟΝΙΚΗ, 24 Μαΐου.—(Ἰδ. τηλ. τοῦ «Ἐμπρός».) Ἡ ἐνταῦθα Γαλλόφωνος ἐφημερὶς «Ὀπινιὸν» δημοσιεύει συνέντευξιν τοῦ ἀρχηγοῦ τῶν ἐν Μακεδονίᾳ Γαλλικῶν στρατευμάτων στρατηγοῦ Ζενὲν περὶ τοῦ μέλλοντος τῆς Ἑλλάδος. (363, 143, 591, 213)
paragraph: ΠΑΡΙΣΙΟΙ, 21 Μαΐου.—(Ἰδ. τηλ. «Ἐμπρός».) Τηλεγραφοῦσιν ἐκ Στοκχόλμης ὅτι ὁ στρατὸς τῶν Μπολσεβίκων ὑποχωρεῖ πρὸ τῶν ἐπιθέσεων τῶν Ἐσθονῶν καὶ τῶν Φιλλανδῶν. (835, 1362, 1066, 1419)
paragraph: Κατὰ τὰς πληροφορίας τοῦ «Τὰν» τὸ σχέδιον τῆς εἰρήνης περιλαμβάνει ὅρους ἀναλόγους πρὸς τοὺς τῆς Γερμανικῆς εἰρήνης. Ἡ Αὐστρία θὰ περιορισθῇ εἰς τὰ ἐθνολογικά της ὅρια. (1078, 482, 1308, 540)
paragraph: ΠΑΡΙΣΙΟΙ, 21 Μαΐου.—(Ἰδ. τηλ. «Ἐμπρός».) Ἀγγέλλεται ἐκ Βέρνης ὅτι αἱ ἀποχωριστικαὶ τάσεις ἐκδηλοῦνται εἰς τὰς Ρηνανικὰς ἐπαρχίας. Ἐν Κολωνίᾳ συνῆλθε συνέδριον ἀντιπροσώπων τῶν πόλεων διὰ νὰ ἀποφασίσῃ περὶ τῆς ἀνακηρύξεως ἀνεξαρτήτου Ρηνανικῆς Δημοκρατίας. (363, 1061, 590, 1142)
section-heading: Η ΑΠΟΛΟΓΙΑ ΤΟΥ κ. ΜΕΡΚΟΥΡΗ (179, 2000, 318, 2028)
page-binding-edge (0, 0, 10, 2177)
paragraph: «Διὰ μέσου τῆς Μακεδονίας θὰ διέρχωνται αἱ μεγάλαι ἐμπορικαὶ ὁδοὶ τῆς Ἀνατολῆς. Ἡ Θεσσαλονίκη εἶναι προωρισμένη νὰ γίνῃ ὁ σπουδαιότερος λιμὴν τῶν Βαλκανίων. (600, 437, 829, 495)
paragraph: Ὁ κ. Ἐπίτροπος ἀποτεινόμενος πρὸς τὸν κ. Μερκούρην λέγει ὅτι εἶχε πληροφορίας πρὸ τῆς δίκης περὶ τῆς Κυβερνήσεως Ζαΐμη καὶ ἀναχωρήσεως τοῦ κ. Ζαΐμη πρὸς τὴν Ἑλβετίαν ὁπόθεν ἔστελλε τηλεγραφήματα. (147, 2030, 351, 2104)
paragraph: Ἐξακολουθῶν ὁ κ. Β. Ἐπίτροπος, λέγει ὅτι τοῦτο δὲν ἀποδίδει παρὰ εἰς τὴν ἐπίγνωσιν ἀπλέτου φωτὸς εἰς τὴν ὅλην ὑπόθεσιν. (147, 80, 351, 130)
paragraph: ΠΑΡΙΣΙΟΙ, 21 Μαΐου.—(Ἰδ. τηλ. «Ἐμπρός».) Ἐσημειώθη νέα ἀναστάτωσις εἰς τὴν πορείαν τοῦ ἀνατολικοῦ ζητήματος. Φαίνεται ὅτι ὁ Πρόεδρος Οὐίλσων ἐκήρυξεν ὅτι ἐξ ὀνόματος τῶν Ἡνωμένων Πολιτειῶν ἀποδέχεται τὴν ἐντολὴν ἐπὶ τῆς Κωνσταντινουπόλεως καὶ τῆς Ἀρμενίας. (1078, 740, 1308, 845)
paragraph: Ἀπεστάλησαν στρατιωτικὰ τμήματα πρὸς καταδίωξιν τῶν ληστῶν, οἵτινες ἐξετελέσθησαν εἰς τὰς περιφερείας τῆς Δράμας καὶ τῶν Σερρῶν. (600, 1382, 827, 1428)
paragraph: Β. ΕΠΙΤΡΟΠΟΣ. Δὲ ποίους ἐπρέπει νὰ ἀναμιχθῇ; (147, 2275, 351, 2300)
paragraph: Τὸ ἀπόγευμα ἤρχισε ἡ ἐργασία τῆς συνεδριάσεως. Τὸ κοινὸν τῆς ἀκροάσεως εἶνε πλῆρες καὶ ἐπεκράτει ἡσυχία εἰς τὴν αἴθουσαν. (147, 879, 351, 929)
paragraph: ΠΑΡΙΣΙΟΙ, 22 Μαΐου.—(Ἰτ. τηλ. «Ἐμπρός».) Ἀγγέλλεται ἐκ Καΐρου, ὅτι ἐλήφθη ἀπόφασις νὰ τελεσθῶσιν οἱ γάμοι τοῦ Σουλτάνου τῆς Αἰγύπτου μετὰ τῆς κόρης τοῦ πρώην Χεδίβου. (600, 1247, 827, 1305)
paragraph: Ὁ κ. ΕΠΙΤΡΟΠΟΣ. Τὰ Ἀνάκτορα ἦσαν εἰς τὴν πραγματικότητα ὑπεύθυνα; (147, 1758, 351, 1796)
lead-column-1 (363, 143, 591, 718)
paragraph: ΠΡΟΕΔΡΟΣ. Ἠξεύρετε ποῖοι ἦσαν οἱ συνεργάται τοῦ κατηγορουμένου; (147, 1496, 351, 1520)
paragraph: Ὁ μάρτυς γνωστοποιεῖται ὅτι ὑπῆρξε ὁ κατηγορούμενος Β. Νόμαρχος, ὁ ὁποῖος ἐν συνεχείᾳ ἐχρησιμοποιήθη ὡς ὄργανον τῆς πολιτικῆς ὀργανώσεως. Ἡ κατάθεσις αὕτη, ὡς φέρεται, ἐλήφθη ἀπὸ τὸν ἐπίτροπον τῆς Κυβερνήσεως καὶ ἐπὶ τῇ βάσει τῆς πληροφορίας αὐτῆς ἐζητήθη ἡ σύλληψις. (147, 467, 351, 590)
paragraph: Ἡ Θεσσαλονίκη, ἐπεράτωσεν ὁ στρατηγός, θὰ γίνῃ μία ἐκ τῶν ὡραιοτέρων πόλεων τῆς Μεσογείου, καὶ ἡ συγκοινωνία Θεσσαλονίκης—Κωνσταντινουπόλεως θὰ εἶναι ἐκ τῶν σπουδαιοτέρων τῆς Ἀνατολῆς. (600, 657, 829, 715)
column-rule (1072, 29, 1073, 2169)
masthead (147, 4, 1558, 28)
paragraph: Ἡ σιδηροδρομικὴ σύνδεσις τῆς Θεσσαλονίκης μετὰ τῆς Κεντρικῆς Εὐρώπης καὶ μετὰ τῶν Ἀθηνῶν θὰ δώσῃ μεγάλην ὤθησιν εἰς τὴν ἀνάπτυξιν τῆς χώρας. (600, 559, 829, 605)
paragraph: δόσεις ὅλου τοῦ Ἑλληνικοῦ οἰκοδομήματος τὸ ὁποῖον οὕτω ἐνεφανίσθη κατὰ ἔθνος. Πολιτικοὶ καὶ μέγας πατριώτης, ὁ κ. Βενιζέλος, ἀνὴρ ὁ ὁποῖος ἐχειραγώγησε τὸν λαὸν εἰς τὰς νίκας. (600, 143, 829, 201)
paragraph: Ἡ Βαλκανική, ἡ Ἑλλάς θὰ προσαρτηθῇ πραγματικῶς νέας ἐπαρχίας, καὶ θὰ καταστῇ δύναμις πρώτης τάξεως ἐν τῇ Ἀνατολῇ. Χρειάζεται ὅμως νὰ ἔχῃ ἀγαθὴν κυβέρνησιν καὶ σύνεσιν. (363, 349, 591, 407)
paragraph: Θὰ πρέπει νὰ ἀναδιοργανωθῇ τὸ σύστημα τῆς διοικήσεως, ὥστε ἕκαστος τόπος νὰ ἔχῃ τὴν αὐτοδιοίκησίν του. Οὕτω θὰ ἐξασφαλισθῇ ἡ εὐημερία ὅλων τῶν πληθυσμῶν. (600, 314, 829, 371)
paragraph: Ἐκ τῶν ἐρωτήσεων τοῦ κ. Β. Ἐπιτρόπου προκύπτει ὅτι ὁ μάρτυς γνωρίζει ἐκ πληροφοριῶν τὰ περὶ τῶν Ἀνακτόρων. (147, 1707, 351, 1757)
paragraph: «Εὐρώπη μόνον δύναται νὰ διαδεχθῇ τὴν Τουρκίαν εἰς τὴν Ἀνατολήν, καὶ ἡ Ἑλλάς, ὡς κύριον στοιχεῖον τῆς Ἀνατολῆς, δικαιοῦται νὰ ἀναλάβῃ τὴν θέσιν της. (838, 316, 1067, 362)
paragraph: Ὁ κ. Ζαΐμης, προσθέτει, ἦτο φίλος μου καὶ μὲ ἐτίμα ἀνέκαθεν διὰ τῆς φιλίας του, ἐν τούτοις οὐδέποτε μοῦ ὡμίλησε διὰ τοιαῦτα ζητήματα. (147, 2157, 351, 2207)
section-heading: Ο ΣΤΡΑΤΟΣ ΚΑΙ Ο ΣΤΟΛΟΣ (394, 555, 560, 569)
story-headline: ΜΟΝΟΜΕΡΗΣ ΕΝΕΡΓΕΙΑ ΥΠΕΡ ΤΗΣ ΓΕΡΜΑΝΙΑΣ (1122, 1104, 1504, 1121)
paragraph: Οὐδέποτε θὰ ἀρνηθῶ ὅσα ἐπιτρέπει ἡ ὑπογραφὴ τῆς Γαλλίας. Ἐὰν οἱ Γερμανοὶ ἀποδεχθῶσι τὴν εἰρήνην, θὰ ἐκτελεσθῇ ἐπακριβῶς μετὰ τῶν οἰκονομικῶν ὅρων. (1318, 287, 1548, 345)
paragraph: —Μ. Δὲν ἠξεύρω. (161, 1888, 252, 1901)
section-heading: ΟΙ ΜΠΟΛΣΕΒΙΚΟΙ (885, 1347, 1016, 1362)
paragraph: ΜΕΡΚΟΥΡΗΣ. Σ᾿ εἶπεῖν ὅτι δὲν ἤθελον (147, 2302, 351, 2326)
paragraph: —Πότε λέγει ὁ κ. Β. Ἐπίτροπος, εἶπατε ταῦτα; (147, 1902, 351, 1927)
paragraph: ΣΜΥΡΝΗ, 21 Μαΐου.—(Ἰδ. τηλ. «Ἐμπρός».) Ἀγγέλλεται ἐπισήμως ὅτι τὸ Ὀδεμίσσιον κατελήφθη παρὰ τοῦ ἡμετέρου στρατοῦ. (835, 798, 1066, 844)
paragraph: ΠΑΡΙΣΙΟΙ, 20 Μαΐου.—(Ἀθ. Πρ.) Ἡ ἰδέα τῆς ὑπὸ τῶν Ἡνωμένων Πολιτειῶν ἐντολῆς διὰ τὴν Ἀνατολὴν φαίνεται ἐπικρατοῦσα. Ἡ Ἀμερικανικὴ γνώμη ὅμως εἶναι διηρημένη ἐπὶ τοῦ ζητήματος. (1318, 887, 1548, 945)
story-subheadline: Ο κ. ΟΥΙΛΣΩΝ ΥΠΕΡ ΤΗΣ ΑΜΕΡΙΚΑΝΙΚΗΣ ΕΠΕΜΒΑΣΕΩΣ (1141, 718, 1486, 731)
paragraph: Ὁ κ. Βενιζέλος ἔσχε μακρὰν συνέντευξιν μετὰ τοῦ κ. Τιττόνι, κατὰ τὴν ὁποίαν ἐξητάσθη τὸ ζήτημα τῆς Βορείου Ἠπείρου καὶ τῆς Δωδεκανήσου. (835, 1136, 1066, 1182)
lead-column-2 (601, 143, 829, 718)
paragraph: Αἱ τουρκικαὶ συμμορίαι κατεδιώχθησαν παρὰ τῶν ἡμετέρων τμημάτων. (835, 847, 1066, 881)
paragraph: Δημοκρατίας ἀνακηρύξεως εἰς διαφόρους πόλεις. Ἐγένετο ψήφισμα ἀποβλητὴ ἰδίᾳ παρὰ τῶν καθολικῶν καὶ λαϊκῶν τάξεων. Κυβέρνησις ἐπικουρητικὴ τοῦ Ρηνανικοῦ Κράτους ἐσχηματίσθη προσωρινῶς. (600, 1061, 827, 1118)
paragraph: ΡΩΜΗ, 21 Μαΐου.—(Ἰδ. τηλ. «Ἐμπρός».) Ἡ ἐφημερὶς «Ἐπόκα» γράφει ὅτι ἡ Ἰταλικὴ κυβέρνησις ἐξέφρασε τὴν γνώμην ὅτι τὸ Ἠπειρωτικὸν ζήτημα πρέπει νὰ λυθῇ κατόπιν συνεννοήσεως μετὰ τῆς Ἑλλάδος. (835, 977, 1066, 1035)
paragraph: Ὁ κ. Β. ΕΠΙΤΡΟΠΟΣ ἐρωτᾷ κατόπιν τὸν κ. Μερκούρην, διὰ ποῖον λόγον ἔγινε ἡ σύλληψις τῶν ὑπαλλήλων τῆς Νομαρχίας. (363, 1250, 590, 1284)
paragraph: Ὁ Ἕλλην στρατιώτης εἶνε ἐξαίρετος, ἀλλὰ ἡ Ἑλλὰς πρέπει νὰ ἔχῃ καὶ ἰσχυρὸν ναυτικόν. Τοῦτο εἶνε ὅρος τῆς μελλούσης ἀναπτύξεως τῆς χώρας. (600, 374, 829, 421)
